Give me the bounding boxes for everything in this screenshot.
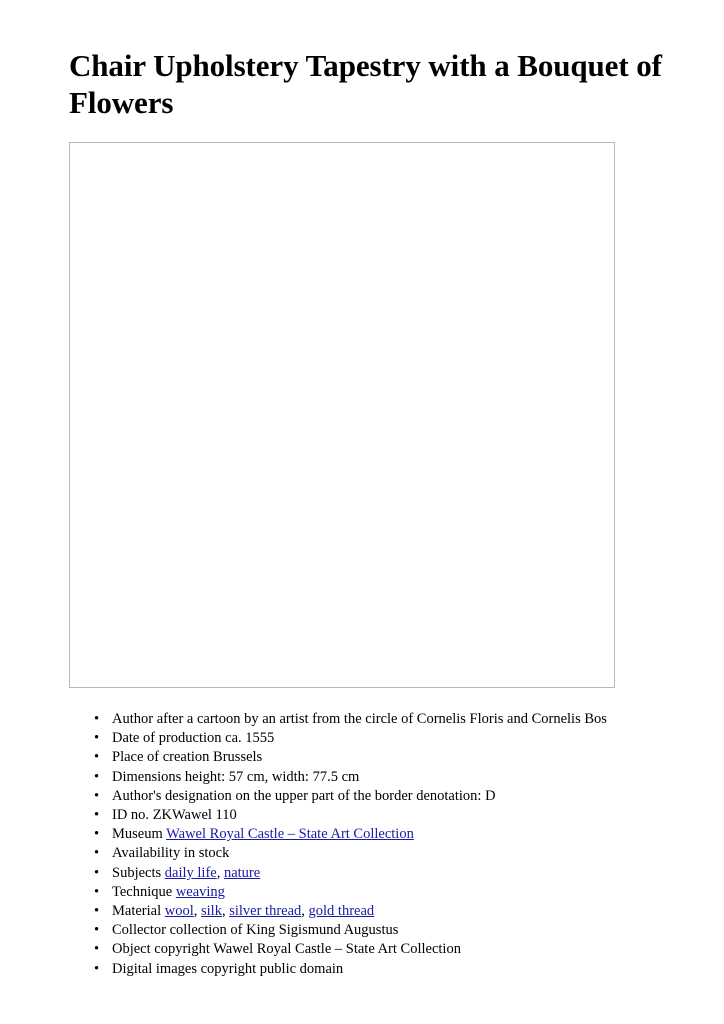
material-link-gold-thread[interactable]: gold thread xyxy=(308,903,375,920)
list-item-subjects xyxy=(94,864,694,883)
bullet: • xyxy=(94,730,100,747)
technique-label: Technique xyxy=(112,883,173,900)
material-label: Material xyxy=(112,903,162,920)
list-item-material xyxy=(94,902,694,921)
bullet: • xyxy=(94,826,100,843)
date-value: ca. 1555 xyxy=(225,730,275,747)
dimensions-label: Dimensions xyxy=(112,768,182,785)
bullet: • xyxy=(94,807,100,824)
separator: , xyxy=(216,864,224,881)
list-item-dimensions xyxy=(94,768,694,787)
list-item-object-copyright xyxy=(94,940,694,959)
list-item-availability xyxy=(94,844,694,863)
museum-label: Museum xyxy=(112,826,163,843)
place-label: Place of creation xyxy=(112,749,210,766)
designation-label: Author's designation xyxy=(112,787,232,804)
artwork-image-frame xyxy=(69,142,615,688)
digital-copyright-label: Digital images copyright xyxy=(112,960,257,977)
details-list xyxy=(94,710,694,979)
author-value: after a cartoon by an artist from the circle of Cornelis Floris and Cornelis Bos xyxy=(156,711,607,727)
bullet: • xyxy=(94,883,100,900)
list-item-collector xyxy=(94,921,694,940)
bullet: • xyxy=(94,711,100,727)
bullet: • xyxy=(94,864,100,881)
list-item-author xyxy=(94,710,694,729)
technique-link-weaving[interactable]: weaving xyxy=(175,883,225,900)
dimensions-value: height: 57 cm, width: 77.5 cm xyxy=(184,768,360,785)
bullet: • xyxy=(94,960,100,977)
bullet: • xyxy=(94,749,100,766)
list-item-place xyxy=(94,748,694,767)
material-link-wool[interactable]: wool xyxy=(164,903,194,920)
bullet: • xyxy=(94,941,100,958)
separator: , xyxy=(193,903,201,920)
museum-link[interactable]: Wawel Royal Castle – State Art Collection xyxy=(166,826,414,843)
subjects-label: Subjects xyxy=(112,864,162,881)
material-link-silk[interactable]: silk xyxy=(201,903,222,920)
digital-copyright-value: public domain xyxy=(259,960,344,977)
bullet: • xyxy=(94,768,100,785)
object-copyright-value: Wawel Royal Castle – State Art Collection xyxy=(213,941,461,958)
bullet: • xyxy=(94,903,100,920)
bullet: • xyxy=(94,787,100,804)
bullet: • xyxy=(94,845,100,862)
bullet: • xyxy=(94,922,100,939)
date-label: Date of production xyxy=(112,730,222,747)
page-title: Chair Upholstery Tapestry with a Bouquet of Flowers xyxy=(69,48,662,120)
list-item-technique xyxy=(94,883,694,902)
id-label: ID no. xyxy=(112,807,150,824)
subject-link-nature[interactable]: nature xyxy=(223,864,261,881)
availability-label: Availability xyxy=(112,845,181,862)
designation-value: on the upper part of the border denotation: D xyxy=(235,787,496,804)
author-label: Author xyxy=(112,711,154,727)
collector-label: Collector xyxy=(112,922,166,939)
id-value: ZKWawel 110 xyxy=(152,807,237,824)
list-item-digital-copyright xyxy=(94,960,694,979)
place-value: Brussels xyxy=(213,749,263,766)
subject-link-daily-life[interactable]: daily life xyxy=(164,864,217,881)
object-copyright-label: Object copyright xyxy=(112,941,210,958)
material-link-silver-thread[interactable]: silver thread xyxy=(229,903,302,920)
list-item-id xyxy=(94,806,694,825)
separator: , xyxy=(301,903,309,920)
availability-value: in stock xyxy=(183,845,230,862)
collector-value: collection of King Sigismund Augustus xyxy=(169,922,399,939)
list-item-museum xyxy=(94,825,694,844)
separator: , xyxy=(221,903,230,920)
list-item-designation xyxy=(94,787,694,806)
list-item-date xyxy=(94,729,694,748)
